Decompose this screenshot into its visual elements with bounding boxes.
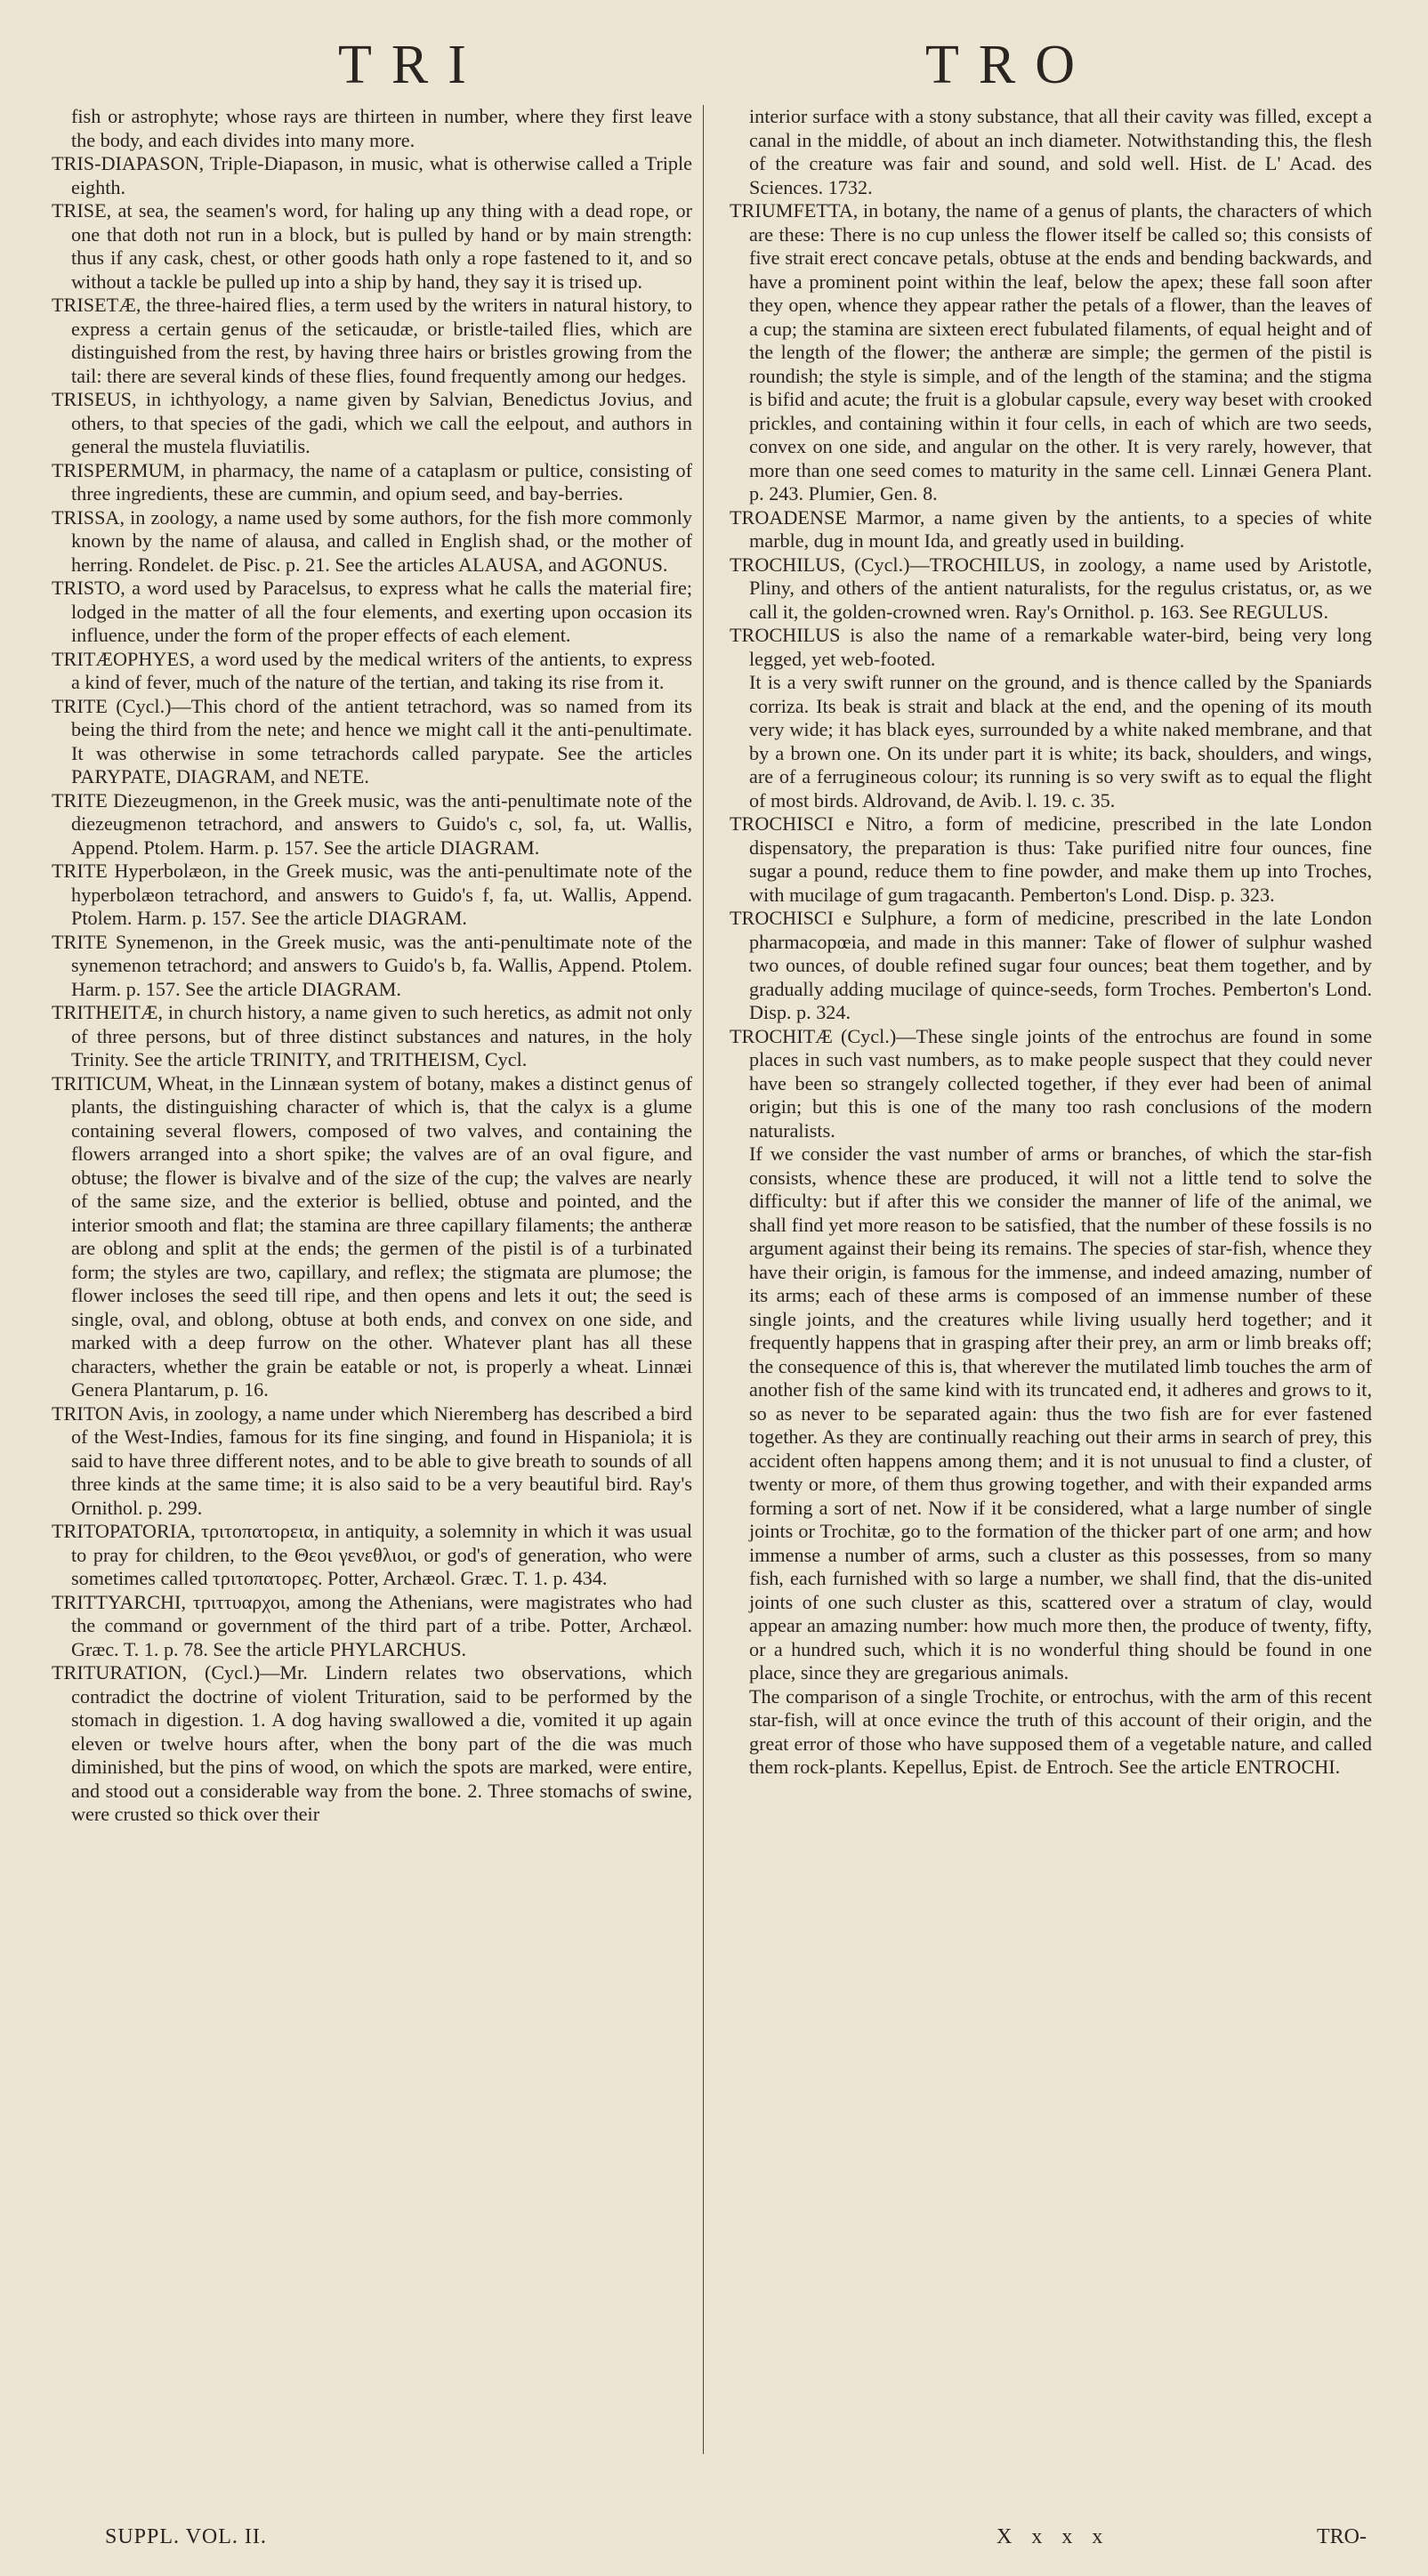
running-head-left: TRI [338, 35, 486, 95]
entry-text: TRITE Diezeugmenon, in the Greek music, was the anti-penultimate note of the diezeugmenon tetrachord, and answers to Guido's c, sol, fa, ut. Wallis, Append. Ptolem. Harm. p. 157. See the article DIAGRAM. [52, 788, 692, 859]
entry-text: TRISE, at sea, the seamen's word, for haling up any thing with a dead rope, or one that doth not run in a block, but is pulled by hand or by main strength: thus if any cask, chest, or other goods hath only a rope fastened to it, and so without a tackle be pulled up into a ship by hand, they say it is trised up. [52, 199, 692, 293]
right-column [730, 105, 1372, 1780]
entry-text: TRIUMFETTA, in botany, the name of a genus of plants, the characters of which are these: There is no cup unless the flower itself be called so; this consists of five strait erect concave petals, obtuse at the ends and bending backwards, and have a prominent point within the leaf, below the apex; these fall soon after they open, whence they appear rather the petals of a flower, than the leaves of a cup; the stamina are sixteen erect fubulated filaments, of equal height and of the length of the flower; the antheræ are simple; the germen of the pistil is roundish; the style is simple, and of the length of the stamina; and the stigma is bifid and acute; the fruit is a globular capsule, every way beset with crooked prickles, and containing within it four cells, in each of which are two seeds, convex on one side, and angular on the other. It is very rarely, however, that more than one seed comes to maturity in the same cell. Linnæi Genera Plant. p. 243. Plumier, Gen. 8. [730, 199, 1372, 505]
entry-text: interior surface with a stony substance, that all their cavity was filled, except a canal in the middle, of about an inch diameter. Notwithstanding this, the flesh of the creature was fair and sound, and sold well. Hist. de L' Acad. des Sciences. 1732. [749, 105, 1372, 198]
volume-footer: SUPPL. VOL. II. [105, 2525, 267, 2548]
entry-text: It is a very swift runner on the ground, and is thence called by the Spaniards corriza. Its beak is strait and black at the end, and the opening of its mouth very wide; it has black eyes, surrounded by a white naked membrane, and that by a brown one. On its under part it is white; its back, shoulders, and wings, are of a ferrugineous colour; its running is so very swift as to equal the flight of most birds. Aldrovand, de Avib. l. 19. c. 35. [749, 671, 1372, 812]
entry-text: TRISEUS, in ichthyology, a name given by Salvian, Benedictus Jovius, and others, to that species of the gadi, which we call the eelpout, and authors in general the mustela fluviatilis. [52, 388, 692, 457]
entry-text: TROCHILUS, (Cycl.)—TROCHILUS, in zoology, a name used by Aristotle, Pliny, and others of the antient naturalists, for the regulus cristatus, or, as we call it, the golden-crowned wren. Ray's Ornithol. p. 163. See REGULUS. [730, 553, 1372, 623]
entry-text: TROCHITÆ (Cycl.)—These single joints of the entrochus are found in some places in such vast numbers, as to make people suspect that they could never have been so strangely collected together, if they ever had been of animal origin; but this is one of the many too rash conclusions of the modern naturalists. [730, 1024, 1372, 1142]
entry-text: TRITURATION, (Cycl.)—Mr. Lindern relates two observations, which contradict the doctrine of violent Trituration, said to be performed by the stomach in digestion. 1. A dog having swallowed a die, vomited it up again eleven or twelve hours after, when the bony part of the die was much diminished, but the pins of wood, on which the spots are marked, were entire, and stood out a considerable way from the bone. 2. Three stomachs of swine, were crusted so thick over their [52, 1661, 692, 1825]
column-divider [703, 105, 704, 2454]
entry-text: fish or astrophyte; whose rays are thirteen in number, where they first leave the body, and each divides into many more. [71, 105, 692, 151]
entry-text: TROADENSE Marmor, a name given by the antients, to a species of white marble, dug in mount Ida, and greatly used in building. [730, 505, 1372, 552]
left-column [52, 105, 692, 1827]
entry-text: The comparison of a single Trochite, or entrochus, with the arm of this recent star-fish, will at once evince the truth of this account of their origin, and the great error of those who have supposed them of a vegetable nature, and called them rock-plants. Kepellus, Epist. de Entroch. See the article ENTROCHI. [749, 1684, 1372, 1778]
entry-text: TRITE (Cycl.)—This chord of the antient tetrachord, was so named from its being the third from the nete; and hence we might call it the anti-penultimate. It was otherwise in some tetrachords called parypate. See the articles PARYPATE, DIAGRAM, and NETE. [52, 694, 692, 787]
entry-text: TROCHISCI e Sulphure, a form of medicine, prescribed in the late London pharmacopœia, and made in this manner: Take of flower of sulphur washed two ounces, of double refined sugar four ounces; beat them together, and by gradually adding mucilage of quince-seeds, form Troches. Pemberton's Lond. Disp. p. 324. [730, 907, 1372, 1023]
entry-text: TROCHISCI e Nitro, a form of medicine, prescribed in the late London dispensatory, the preparation is thus: Take purified nitre four ounces, fine sugar a pound, reduce them to fine powder, and make them up into Troches, with mucilage of gum tragacanth. Pemberton's Lond. Disp. p. 323. [730, 812, 1372, 906]
entry-text: TRITOPATORIA, τριτοπατορεια, in antiquity, a solemnity in which it was usual to pray for children, to the Θεοι γενεθλιοι, or god's of generation, who were sometimes called τριτοπατορες. Potter, Archæol. Græc. T. 1. p. 434. [52, 1520, 692, 1589]
entry-text: TRITICUM, Wheat, in the Linnæan system of botany, makes a distinct genus of plants, the distinguishing character of which is, that the calyx is a glume containing several flowers, composed of two valves, and containing the flowers arranged into a short spike; the valves are of an oval figure, and obtuse; the flower is bivalve and of the size of the cup; the valves are nearly of the same size, and the exterior is bellied, obtuse and pointed, and the interior smooth and flat; the stamina are three capillary filaments; the antheræ are oblong and split at the ends; the germen of the pistil is of a turbinated form; the styles are two, capillary, and reflex; the stigmata are plumose; the flower incloses the seed till ripe, and then opens and lets it out; the seed is single, oval, and oblong, obtuse at both ends, and convex on one side, and marked with a deep furrow on the other. Whatever plant has all these characters, whether the grain be eatable or not, is properly a wheat. Linnæi Genera Plantarum, p. 16. [52, 1071, 692, 1401]
entry-text: TRITON Avis, in zoology, a name under which Nieremberg has described a bird of the West-Indies, famous for its fine singing, and found in Hispaniola; it is said to have three different notes, and to be able to give breath to sounds of all three kinds at the same time; it is also said to be a very beautiful bird. Ray's Ornithol. p. 299. [52, 1401, 692, 1519]
entry-text: TRISETÆ, the three-haired flies, a term used by the writers in natural history, to express a certain genus of the seticaudæ, or bristle-tailed flies, which are distinguished from the rest, by having three hairs or bristles growing from the tail: there are several kinds of these flies, found frequently among our hedges. [52, 294, 692, 387]
entry-text: If we consider the vast number of arms or branches, of which the star-fish consists, whence these are produced, it will not a little tend to solve the difficulty: but if after this we consider the manner of life of the animal, we shall find yet more reason to be satisfied, that the number of these fossils is no argument against their being its remains. The species of star-fish, whence they have their origin, is famous for the immense, and indeed amazing, number of its arms; each of these arms is composed of an immense number of these single joints, and the creatures while living usually herd together; and it frequently happens that in grasping after their prey, an arm or limb breaks off; the consequence of this is, that wherever the mutilated limb touches the arm of another fish of the same kind with its truncated end, it adheres and grows to it, so as never to be separated again: thus the two fish are for ever fastened together. As they are continually reaching out their arms in search of prey, this accident often happens among them; and it is not unusual to find a cluster, of twenty or more, of them thus growing together, and with their expanded arms forming a sort of net. Now if it be considered, what a large number of single joints or Trochitæ, go to the formation of the thicker part of one arm; and how immense a number of arms, such a cluster as this possesses, from so many fish, each furnished with so large a number, we shall find, that the dis-united joints of one such cluster as this, scattered over a stratum of clay, would appear an amazing number: how much more then, the produce of twenty, fifty, or a hundred such, which it is no wonderful thing should be found in one place, since they are gregarious animals. [749, 1143, 1372, 1684]
catchword: TRO- [1317, 2525, 1367, 2548]
entry-text: TRITÆOPHYES, a word used by the medical writers of the antients, to express a kind of fever, much of the nature of the tertian, and taking its rise from it. [52, 647, 692, 693]
entry-text: TRITE Synemenon, in the Greek music, was the anti-penultimate note of the synemenon tetrachord; and answers to Guido's b, fa. Wallis, Append. Ptolem. Harm. p. 157. See the article DIAGRAM. [52, 930, 692, 1000]
entry-text: TRISSA, in zoology, a name used by some authors, for the fish more commonly known by the name of alausa, and called in English shad, or the mother of herring. Rondelet. de Pisc. p. 21. See the articles ALAUSA, and AGONUS. [52, 505, 692, 576]
entry-text: TRISTO, a word used by Paracelsus, to express what he calls the material fire; lodged in the matter of all the four elements, and exerting upon occasion its influence, under the form of the proper effects of each element. [52, 577, 692, 646]
entry-text: TRIS-DIAPASON, Triple-Diapason, in music, what is otherwise called a Triple eighth. [52, 152, 692, 198]
running-head-right: TRO [925, 35, 1094, 95]
entry-text: TRITHEITÆ, in church history, a name given to such heretics, as admit not only of three persons, but of three distinct substances and natures, in the holy Trinity. See the article TRINITY, and TRITHEISM, Cycl. [52, 1001, 692, 1070]
entry-text: TRITTYARCHI, τριττυαρχοι, among the Athenians, were magistrates who had the command or government of the third part of a tribe. Potter, Archæol. Græc. T. 1. p. 78. See the article PHYLARCHUS. [52, 1590, 692, 1660]
entry-text: TROCHILUS is also the name of a remarkable water-bird, being very long legged, yet web-footed. [730, 624, 1372, 670]
entry-text: TRISPERMUM, in pharmacy, the name of a cataplasm or pultice, consisting of three ingredients, these are cummin, and opium seed, and bay-berries. [52, 458, 692, 505]
entry-text: TRITE Hyperbolæon, in the Greek music, was the anti-penultimate note of the hyperbolæon tetrachord, and answers to Guido's f, fa, ut. Wallis, Append. Ptolem. Harm. p. 157. See the article DIAGRAM. [52, 860, 692, 929]
signature-mark: X x x x [996, 2525, 1110, 2548]
